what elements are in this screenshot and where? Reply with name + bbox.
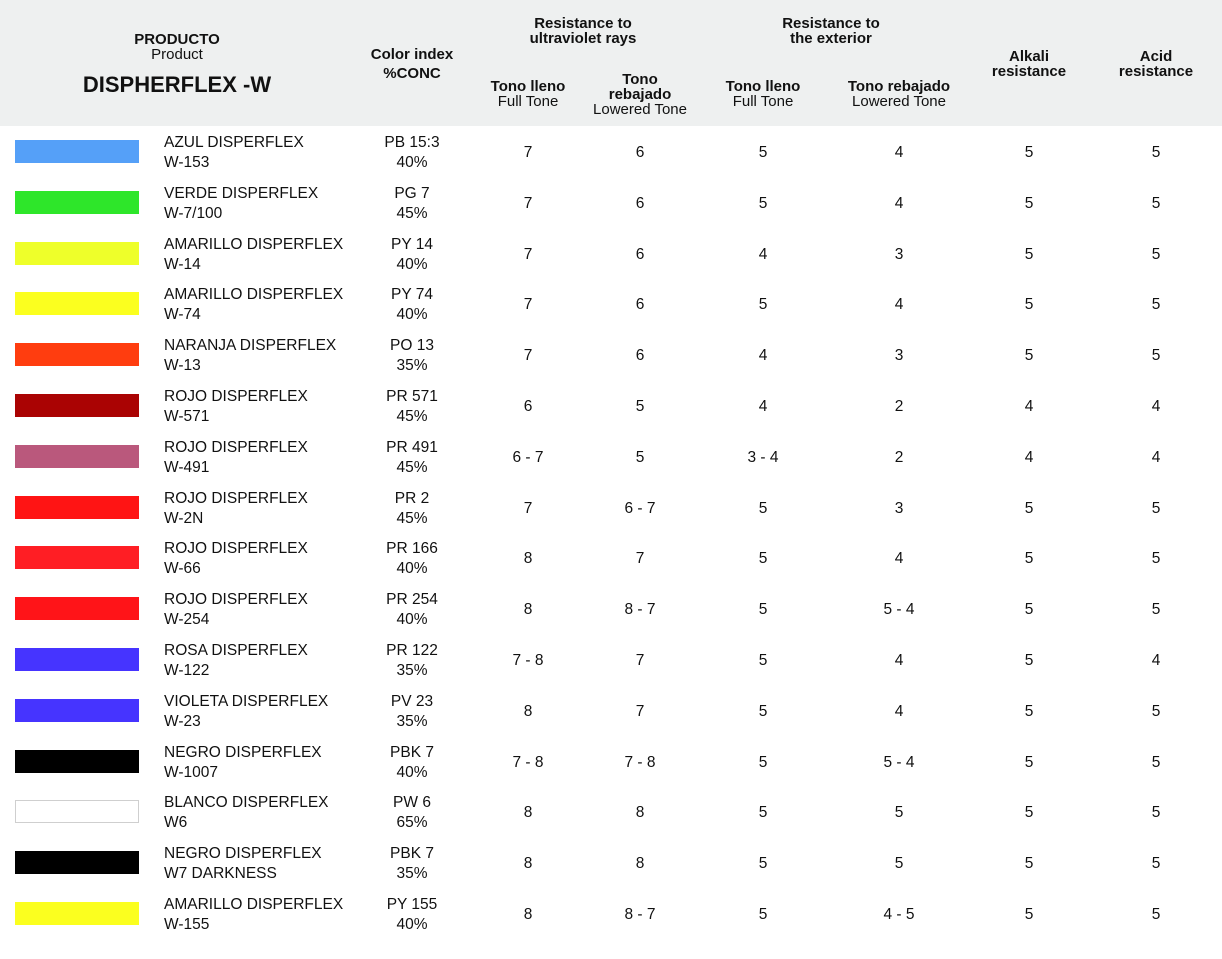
uv-lowered-tone-value: 5 [635,397,645,415]
color-index-code: PBK 7 [390,845,434,863]
uv-lowered-tone-value: 8 - 7 [624,905,656,923]
ext-lowered-tone-en: Lowered Tone [852,93,946,110]
color-swatch [15,191,139,214]
alkali-label-1: Alkali [1008,48,1050,65]
concentration: 35% [396,661,428,679]
color-index-code: PR 491 [386,438,438,456]
product-name-line-1: ROJO DISPERFLEX [164,387,308,405]
acid-value: 5 [1151,855,1161,873]
product-name-line-1: NARANJA DISPERFLEX [164,337,337,355]
table-row [0,483,1222,534]
ext-lowered-tone-value: 4 [894,550,904,568]
ext-group-label-1: Resistance to [782,15,880,32]
uv-full-tone-value: 7 [523,144,533,161]
concentration: 35% [396,357,428,375]
color-index-code: PR 254 [386,591,438,609]
color-index-code: PR 166 [386,540,438,558]
product-name [164,743,322,783]
uv-lowered-tone-value: 6 [635,194,645,212]
color-index-code: PO 13 [390,337,434,355]
ext-full-tone-value: 5 [758,550,768,568]
concentration: 45% [396,509,428,527]
ext-full-tone-value: 5 [758,804,768,822]
color-swatch [15,546,139,569]
acid-value: 5 [1151,347,1161,365]
product-code: W-155 [164,915,210,933]
color-index [356,489,468,529]
color-index-code: PV 23 [390,692,434,710]
concentration: 40% [396,560,428,578]
uv-full-tone-value: 7 [523,499,533,517]
uv-full-tone-es: Tono lleno [490,78,566,95]
alkali-value: 5 [1024,144,1034,161]
product-name-line-1: VIOLETA DISPERFLEX [164,692,329,710]
color-swatch [15,292,139,315]
uv-lowered-tone-es-1: Tono [622,71,658,88]
uv-full-tone-value: 7 - 8 [512,651,544,669]
table-row [0,838,1222,889]
uv-lowered-tone-value: 7 - 8 [624,753,656,771]
color-index [356,692,468,732]
uv-lowered-tone-en: Lowered Tone [593,101,687,118]
conc-label: %CONC [383,65,441,82]
table-row [0,737,1222,788]
uv-lowered-tone-value: 6 [635,347,645,365]
uv-full-tone-value: 6 [523,397,533,415]
product-code: W-254 [164,611,210,629]
color-swatch [15,242,139,265]
color-index-label: Color index [370,46,454,63]
uv-group-label-2: ultraviolet rays [529,30,637,47]
product-code: W7 DARKNESS [164,865,277,883]
color-swatch [15,140,139,163]
color-swatch [15,343,139,366]
concentration: 45% [396,407,428,425]
color-swatch [15,851,139,874]
color-index [356,184,468,224]
alkali-value: 5 [1024,855,1034,873]
acid-value: 4 [1151,448,1161,466]
uv-lowered-tone-value: 8 [635,855,645,873]
ext-full-tone-value: 5 [758,651,768,669]
alkali-value: 5 [1024,347,1034,365]
product-name [164,793,329,833]
ext-full-tone-value: 5 [758,905,768,923]
color-index [356,743,468,783]
uv-full-tone-value: 7 - 8 [512,753,544,771]
alkali-label-2: resistance [991,63,1067,80]
producto-label-es: PRODUCTO [134,31,220,48]
product-name [164,285,343,325]
ext-full-tone-value: 5 [758,499,768,517]
ext-lowered-tone-es: Tono rebajado [847,78,951,95]
color-index [356,387,468,427]
uv-lowered-tone-value: 6 [635,296,645,314]
product-name-line-1: BLANCO DISPERFLEX [164,794,329,812]
acid-value: 5 [1151,702,1161,720]
product-code: W-153 [164,154,210,171]
uv-full-tone-en: Full Tone [497,93,559,110]
uv-full-tone-value: 7 [523,194,533,212]
product-name-line-1: ROJO DISPERFLEX [164,438,308,456]
alkali-value: 5 [1024,702,1034,720]
uv-full-tone-value: 8 [523,855,533,873]
uv-lowered-tone-value: 8 [635,804,645,822]
ext-lowered-tone-value: 5 [894,804,904,822]
concentration: 45% [396,204,428,222]
color-index [356,844,468,884]
product-code: W-13 [164,357,201,375]
alkali-value: 5 [1024,296,1034,314]
uv-lowered-tone-value: 8 - 7 [624,601,656,619]
ext-lowered-tone-value: 3 [894,347,904,365]
uv-full-tone-value: 8 [523,601,533,619]
color-index [356,133,468,173]
product-code: W-2N [164,509,204,527]
product-code: W-571 [164,407,210,425]
color-index [356,336,468,376]
product-name-line-1: AMARILLO DISPERFLEX [164,895,344,913]
ext-lowered-tone-value: 5 - 4 [883,601,915,619]
ext-full-tone-value: 5 [758,702,768,720]
color-swatch [15,496,139,519]
product-name-line-1: AMARILLO DISPERFLEX [164,235,344,253]
acid-label-1: Acid [1139,48,1173,65]
uv-full-tone-value: 8 [523,702,533,720]
ext-lowered-tone-value: 4 - 5 [883,905,915,923]
alkali-value: 5 [1024,499,1034,517]
table-row [0,686,1222,737]
uv-lowered-tone-value: 6 - 7 [624,499,656,517]
concentration: 45% [396,458,428,476]
product-code: W-14 [164,255,201,273]
table-row [0,432,1222,483]
ext-full-tone-value: 5 [758,296,768,314]
acid-value: 5 [1151,753,1161,771]
ext-lowered-tone-value: 4 [894,194,904,212]
product-name-line-1: NEGRO DISPERFLEX [164,845,322,863]
color-index [356,590,468,630]
ext-lowered-tone-value: 4 [894,144,904,161]
ext-full-tone-es: Tono lleno [725,78,801,95]
color-swatch [15,800,139,823]
uv-lowered-tone-value: 6 [635,144,645,161]
uv-full-tone-value: 8 [523,550,533,568]
product-code: W-7/100 [164,204,223,222]
acid-value: 5 [1151,499,1161,517]
color-index-code: PY 155 [386,895,438,913]
alkali-value: 5 [1024,194,1034,212]
ext-full-tone-value: 4 [758,245,768,263]
color-index-code: PR 2 [394,489,430,507]
color-index-code: PW 6 [393,794,431,812]
color-swatch [15,394,139,417]
table-row [0,127,1222,178]
color-swatch [15,699,139,722]
ext-lowered-tone-value: 3 [894,499,904,517]
product-name-line-1: AZUL DISPERFLEX [164,134,304,151]
product-title: DISPHERFLEX -W [82,72,272,97]
acid-value: 5 [1151,144,1161,161]
concentration: 40% [396,154,428,171]
color-index [356,895,468,935]
concentration: 35% [396,865,428,883]
concentration: 35% [396,712,428,730]
ext-full-tone-value: 5 [758,194,768,212]
acid-value: 5 [1151,601,1161,619]
uv-full-tone-value: 7 [523,347,533,365]
producto-label-en: Product [151,46,203,63]
concentration: 40% [396,306,428,324]
color-index [356,793,468,833]
product-name-line-1: ROSA DISPERFLEX [164,641,308,659]
table-row [0,381,1222,432]
uv-full-tone-value: 7 [523,245,533,263]
acid-value: 5 [1151,550,1161,568]
product-name [164,336,336,376]
color-index [356,641,468,681]
concentration: 65% [396,814,428,832]
color-swatch [15,445,139,468]
alkali-value: 5 [1024,804,1034,822]
product-code: W-1007 [164,763,218,781]
product-name [164,387,308,427]
ext-full-tone-value: 5 [758,855,768,873]
table-row [0,787,1222,838]
product-table-body [0,127,1222,940]
product-name-line-1: ROJO DISPERFLEX [164,591,308,609]
table-row [0,229,1222,280]
product-name-line-1: VERDE DISPERFLEX [164,184,319,202]
alkali-value: 5 [1024,550,1034,568]
uv-lowered-tone-value: 7 [635,702,645,720]
product-name [164,895,343,935]
uv-full-tone-value: 8 [523,905,533,923]
product-name [164,641,308,681]
ext-lowered-tone-value: 5 - 4 [883,753,915,771]
ext-lowered-tone-value: 4 [894,651,904,669]
table-row [0,279,1222,330]
color-index-code: PG 7 [394,184,430,202]
color-swatch [15,648,139,671]
table-header [0,0,1222,126]
acid-value: 5 [1151,245,1161,263]
table-row [0,584,1222,635]
uv-lowered-tone-value: 7 [635,550,645,568]
product-name [164,235,343,275]
color-swatch [15,597,139,620]
color-index-code: PR 571 [386,387,438,405]
acid-value: 4 [1151,651,1161,669]
product-code: W-23 [164,712,201,730]
concentration: 40% [396,255,428,273]
uv-full-tone-value: 6 - 7 [512,448,544,466]
alkali-value: 5 [1024,245,1034,263]
color-index-code: PB 15:3 [384,134,440,151]
color-index [356,285,468,325]
acid-value: 4 [1151,397,1161,415]
ext-full-tone-value: 5 [758,144,768,161]
ext-group-label-2: the exterior [790,30,872,47]
table-row [0,178,1222,229]
ext-lowered-tone-value: 5 [894,855,904,873]
color-index-code: PR 122 [386,641,438,659]
color-swatch [15,750,139,773]
color-index-code: PY 74 [391,286,433,304]
uv-lowered-tone-value: 5 [635,448,645,466]
ext-lowered-tone-value: 2 [894,397,904,415]
uv-lowered-tone-value: 7 [635,651,645,669]
product-name-line-1: ROJO DISPERFLEX [164,489,308,507]
uv-lowered-tone-es-2: rebajado [608,86,672,103]
table-row [0,533,1222,584]
product-name-line-1: NEGRO DISPERFLEX [164,743,322,761]
alkali-value: 5 [1024,601,1034,619]
alkali-value: 4 [1024,397,1034,415]
product-name [164,133,304,173]
product-name [164,489,308,529]
ext-full-tone-value: 5 [758,601,768,619]
color-index [356,539,468,579]
product-code: W6 [164,814,188,832]
color-index-code: PY 14 [391,235,433,253]
ext-full-tone-value: 5 [758,753,768,771]
color-index [356,438,468,478]
table-row [0,635,1222,686]
product-name [164,590,308,630]
ext-lowered-tone-value: 4 [894,296,904,314]
ext-full-tone-value: 3 - 4 [747,448,779,466]
uv-full-tone-value: 8 [523,804,533,822]
product-name [164,692,328,732]
product-name [164,844,322,884]
ext-lowered-tone-value: 3 [894,245,904,263]
ext-full-tone-value: 4 [758,397,768,415]
uv-full-tone-value: 7 [523,296,533,314]
product-name [164,184,318,224]
uv-lowered-tone-value: 6 [635,245,645,263]
concentration: 40% [396,611,428,629]
ext-lowered-tone-value: 2 [894,448,904,466]
alkali-value: 5 [1024,753,1034,771]
alkali-value: 5 [1024,651,1034,669]
acid-value: 5 [1151,905,1161,923]
product-code: W-74 [164,306,201,324]
color-index-code: PBK 7 [390,743,434,761]
concentration: 40% [396,915,428,933]
product-code: W-66 [164,560,201,578]
product-name-line-1: ROJO DISPERFLEX [164,540,308,558]
acid-value: 5 [1151,804,1161,822]
product-name [164,438,308,478]
product-code: W-122 [164,661,210,679]
color-swatch [15,902,139,925]
product-name-line-1: AMARILLO DISPERFLEX [164,286,344,304]
table-row [0,889,1222,940]
acid-value: 5 [1151,194,1161,212]
ext-full-tone-en: Full Tone [732,93,794,110]
table-row [0,330,1222,381]
alkali-value: 4 [1024,448,1034,466]
color-index [356,235,468,275]
acid-value: 5 [1151,296,1161,314]
acid-label-2: resistance [1118,63,1194,80]
ext-lowered-tone-value: 4 [894,702,904,720]
product-name [164,539,308,579]
ext-full-tone-value: 4 [758,347,768,365]
product-code: W-491 [164,458,210,476]
uv-group-label-1: Resistance to [534,15,632,32]
alkali-value: 5 [1024,905,1034,923]
concentration: 40% [396,763,428,781]
